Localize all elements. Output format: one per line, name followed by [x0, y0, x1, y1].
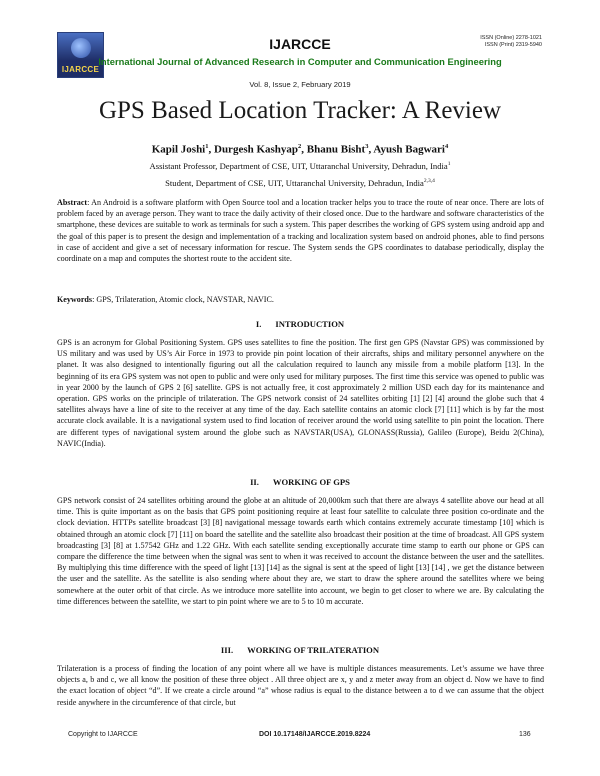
paper-title: GPS Based Location Tracker: A Review [98, 97, 502, 124]
section-heading-trilateration: III. WORKING OF TRILATERATION [220, 645, 380, 655]
section-body-working-of-gps: GPS network consist of 24 satellites orbiting around the globe at an altitude of 20,000km such that there are always 4 satellite above our head at all time. This is quite important as on the basis that GPS point positioning require at least four satellite to calculate three position co-ordinate and the clock deviation. HTTPs satellite broadcast [3] [8] navigational message towards earth which contains extremely accurate timestamp [10] which is obtained through an atomic clock [7] [11] on board the satellite and the satellite also broadcast their position at the time of broadcast. All GPS system broadcasting [3] [8] at 1.57542 GHz and 1.22 GHz. With each satellite sending exceptionally accurate time stamp to earth our phone or GPS can compare the difference the time between when the signal was sent to when it was received to account the distance between the user and the satellites. By multiplying this time difference with the speed of light [13] [14] as the signal is sent at the speed of light [13] [14] , we get the distance between the user and the satellite. As the satellite is also sending where about they are, we start to draw the sphere around the satellites where we being somewhere at the outer orbit of that circle. As we introduce more satellite into account, we begin to get closer to where we are. By calculating the time differences between the satellite, we start to pin point where we are to 5 to 10 m accurate. [57, 496, 544, 606]
author-name: Durgesh Kashyap [214, 143, 299, 156]
issn-block [480, 35, 542, 49]
abstract-paragraph [57, 197, 544, 264]
logo-text: IJARCCE [61, 65, 100, 74]
author-list: Kapil Joshi$^1$, Durgesh Kashyap$^2$, Bhanu Bisht$^3$, Ayush Bagwari$^4$ [151, 143, 449, 156]
abstract-label: Abstract [57, 198, 88, 207]
author-sup: 2 [298, 143, 302, 150]
author-name: Kapil Joshi [151, 143, 206, 156]
footer-page-number: 136 [519, 731, 531, 738]
footer-doi: DOI 10.17148/IJARCCE.2019.8224 [259, 731, 371, 738]
keywords-paragraph [57, 294, 544, 305]
issn-online: ISSN (Online) 2278-1021 [480, 35, 542, 41]
section-heading-introduction: I. INTRODUCTION [255, 319, 345, 329]
issn-print: ISSN (Print) 2319-5940 [484, 42, 542, 48]
volume-issue: Vol. 8, Issue 2, February 2019 [249, 80, 351, 89]
author-name: Bhanu Bisht [306, 143, 366, 156]
author-name: Ayush Bagwari [373, 143, 445, 156]
keywords-text: : GPS, Trilateration, Atomic clock, NAVSTAR, NAVIC. [92, 295, 274, 304]
section-body-introduction: GPS is an acronym for Global Positioning System. GPS uses satellites to fine the position. The first gen GPS (Navstar GPS) was commissioned by US military and was used by US’s Air Force in 1973 to provide pin point location of their aircrafts, ships and military personnel anywhere on the planet. It was also designed to intentionally figuring out all the calculation required to launch any missile from a mobile platform [13]. In the beginning of its era GPS system was not open to public and were only used for military purposes. The first time this service was opened to public was in year 2000 by the launch of GPS 2 [6] satellite. GPS is not actually free, it cost approximately 2 million USD each day for its maintenance and operation. GPS works on the principle of trilateration. The GPS network consist of 24 satellites orbiting [1] [2] [4] around the globe such that 4 satellites always have a line of site to the receiver at any time of the day. Each satellite contains an atomic clock [7] [11] which is by far the most accurate clock available. It is a navigational system used to find location of receiver around the world using satellite to pin point the location. There are different types of navigational system around the globe such as NAVSTAR(USA), GLONASS(Russia), Galileo (Europe), Beidu 2(China), NAVIC(India). [57, 338, 544, 448]
footer-copyright: Copyright to IJARCCE [68, 731, 138, 738]
keywords-label: Keywords [57, 295, 93, 304]
section-heading-working-of-gps: II. WORKING OF GPS [250, 477, 350, 487]
section-body-trilateration: Trilateration is a process of finding the location of any point where all we have is multiple distances measurements. Let’s assume we have three objects a, b and c, we all know the position of these three object . All three object are x, y and z meter away from an object d. Now we have to find the exact location of object “d”. If we create a circle around “a” whose radius is equal to the distance between a to d we can assume that the object reside anywhere in the circumference of that circle, but [57, 664, 544, 707]
affiliation-2: Student, Department of CSE, UIT, Uttaranchal University, Dehradun, India$^{2,3,4}$ [165, 178, 435, 188]
affiliation-1: Assistant Professor, Department of CSE, UIT, Uttaranchal University, Dehradun, India$^1$ [149, 161, 451, 171]
journal-abbrev: IJARCCE [269, 36, 331, 52]
abstract-text: : An Android is a software platform with Open Source tool and a location tracker helps you to trace the route of near once. There are lots of problem faced by an average person. They want to trace the daily activity of their closed once. Due to the hardware and software characteristics of the smartphone, these devices are suitable to work as terminals for such a system. This paper describes the working of GPS system using android app and the goal of this paper is to present the design and implementation of a tracking and localization system based on android phones, able to find persons in case of accident and give a set of necessary information for rescue. The System sends the GPS coordinates to database periodically, display the coordinate on a map and computes the shortest route to the accident site. [57, 198, 544, 264]
author-sup: 4 [444, 143, 449, 150]
author-sup: 3 [365, 143, 369, 150]
journal-full-name: International Journal of Advanced Research in Computer and Communication Engineering [98, 56, 502, 67]
author-sup: 1 [205, 143, 209, 150]
